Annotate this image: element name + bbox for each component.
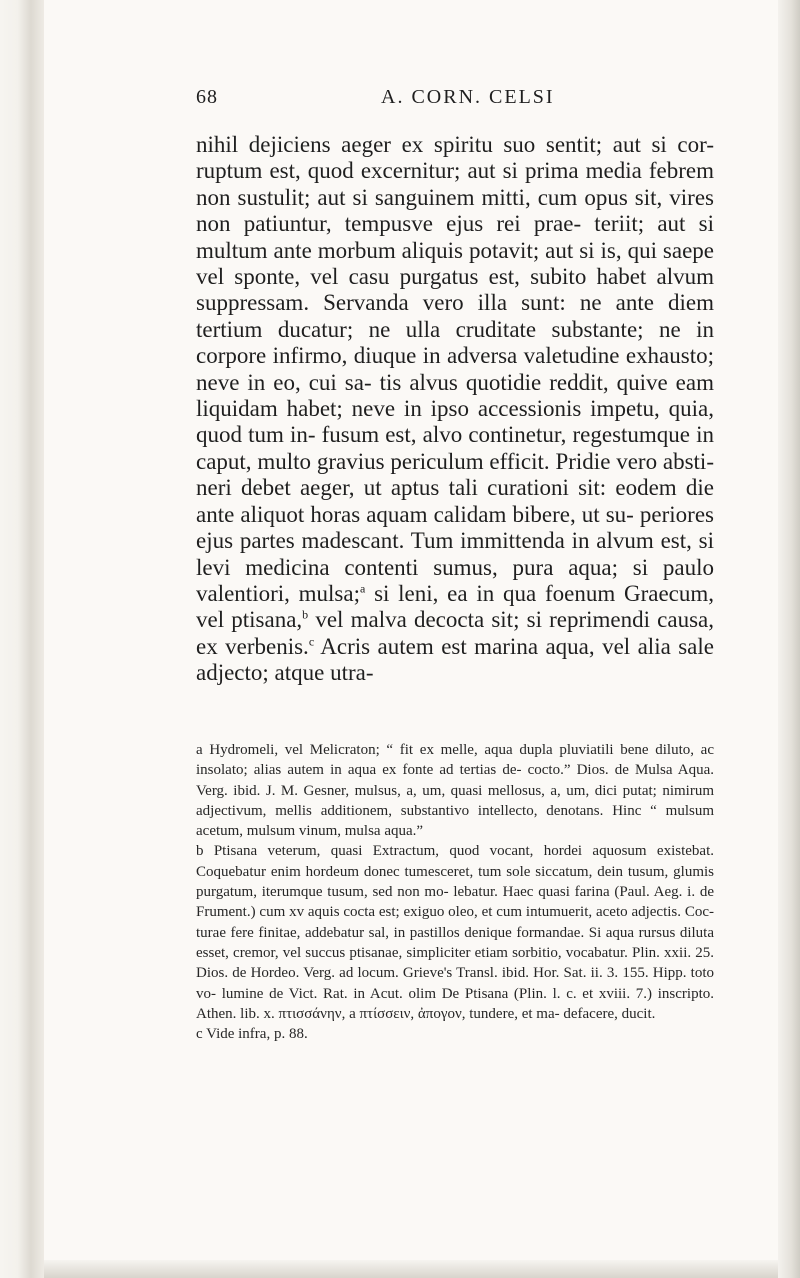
body-paragraph	[196, 132, 714, 687]
page-gutter-left	[0, 0, 44, 1278]
running-head: A. CORN. CELSI	[381, 86, 555, 108]
page-number: 68	[196, 86, 218, 108]
footnote-ref-a: a	[359, 581, 366, 596]
page-edge-right	[778, 0, 800, 1278]
footnotes	[196, 740, 714, 1044]
footnote-a: a Hydromeli, vel Melicraton; “ fit ex melle, aqua dupla pluviatili bene diluto, ac insolato; alias autem in aqua ex fonte ad tertias de- cocto.” Dios. de Mulsa Aqua. Verg. ibid. J. M. Gesner, mulsus, a, um, quasi mellosus, a, um, dici putat; nimirum adjectivum, mellis additionem, substantivo intellecto, denotans. Hinc “ mulsum acetum, mulsum vinum, mulsa aqua.”	[196, 742, 714, 840]
body-text-part-3: vel malva decocta sit; si reprimendi causa, ex verbenis.	[196, 607, 715, 659]
page-edge-bottom	[44, 1260, 778, 1278]
body-text-part-1: nihil dejiciens aeger ex spiritu suo sentit; aut si cor- ruptum est, quod excernitur; aut si prima media febrem non sustulit; aut si sanguinem mitti, cum opus sit, vires non patiuntur, tempusve ejus rei prae- teriit; aut si multum ante morbum aliquis potavit; aut si is, qui saepe vel sponte, vel casu purgatus est, subito habet alvum suppressam. Servanda vero illa sunt: ne ante diem tertium ducatur; ne ulla cruditate substante; ne in corpore infirmo, diuque in adversa valetudine exhausto; neve in eo, cui sa- tis alvus quotidie reddit, quive eam liquidam habet; neve in ipso accessionis impetu, quia, quod tum in- fusum est, alvo continetur, regestumque in caput, multo gravius periculum efficit. Pridie vero absti- neri debet aeger, ut aptus tali curationi sit: eodem die ante aliquot horas aquam calidam bibere, ut su- periores ejus partes madescant. Tum immittenda in alvum est, si levi medicina contenti sumus, pura aqua; si paulo valentiori, mulsa;	[196, 132, 714, 606]
footnote-c: c Vide infra, p. 88.	[196, 1026, 308, 1043]
main-text	[196, 132, 714, 687]
body-text-part-4: Acris autem est marina aqua, vel alia sale adjecto; atque utra-	[196, 633, 714, 686]
footnote-ref-b: b	[302, 607, 309, 622]
body-text-part-2: si leni, ea in qua foenum Graecum, vel ptisana,	[196, 580, 715, 633]
footnote-ref-c: c	[308, 634, 315, 649]
footnote-b: b Ptisana veterum, quasi Extractum, quod vocant, hordei aquosum existebat. Coquebatur enim hordeum donec tumesceret, tum sole siccatum, dein tusum, glumis purgatum, iterumque tusum, sed non mo- lebatur. Haec quasi farina (Paul. Aeg. i. de Frument.) cum xv aquis cocta est; exiguo oleo, et cum intumuerit, aceto adjectis. Coc- turae fere finitae, addebatur sal, in pastillos denique formandae. Si aqua rursus diluta esset, cremor, vel succus ptisanae, simpliciter etiam sorbitio, vocabatur. Plin. xxii. 25. Dios. de Hordeo. Verg. ad locum. Grieve's Transl. ibid. Hor. Sat. ii. 3. 155. Hipp. toto vo- lumine de Vict. Rat. in Acut. olim De Ptisana (Plin. l. c. et xviii. 7.) inscripto. Athen. lib. x. πτισσάνην, a πτίσσειν, ἀπογον, tundere, et ma- defacere, ducit.	[196, 843, 714, 1022]
page-header	[196, 86, 716, 116]
